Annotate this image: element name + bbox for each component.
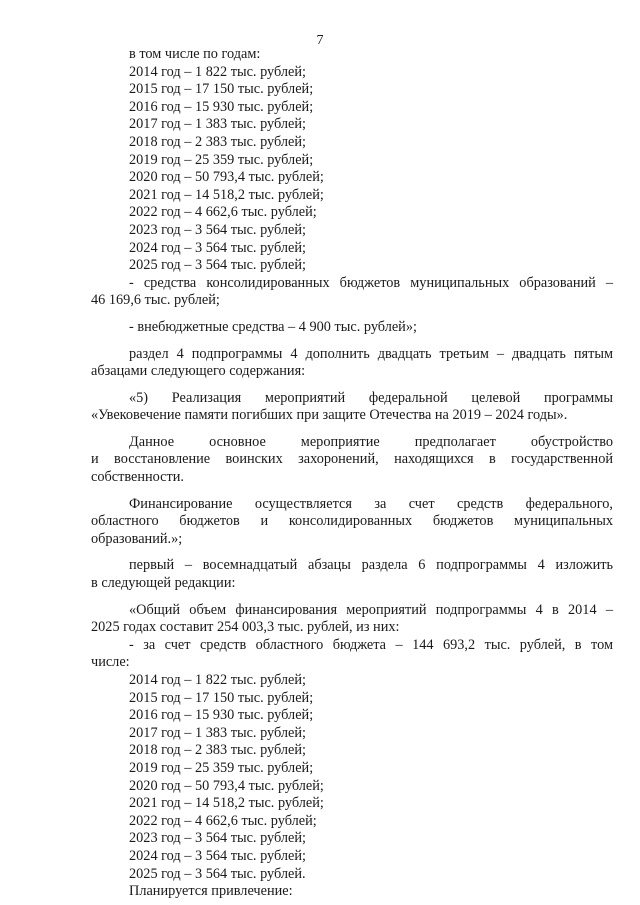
text-line: 2022 год – 4 662,6 тыс. рублей; [129, 204, 317, 221]
text-line: 2025 год – 3 564 тыс. рублей. [129, 865, 306, 882]
text-line: в том числе по годам: [129, 46, 261, 62]
text-line: 2016 год – 15 930 тыс. рублей; [129, 707, 314, 724]
text-line: 2024 год – 3 564 тыс. рублей; [129, 239, 307, 256]
text-line: числе: [91, 654, 130, 671]
text-line: 2023 год – 3 564 тыс. рублей; [129, 830, 307, 847]
document-body [91, 46, 613, 901]
text-line: 2021 год – 14 518,2 тыс. рублей; [129, 795, 324, 812]
text-line: собственности. [91, 469, 184, 486]
text-line: 2025 годах составит 254 003,3 тыс. рублей, из них: [91, 619, 400, 636]
text-line: Планируется привлечение: [129, 883, 293, 900]
text-line: 2014 год – 1 822 тыс. рублей; [129, 63, 307, 80]
page-number: 7 [316, 33, 324, 48]
text-line: областного бюджетов и консолидированных бюджетов муниципальных [91, 513, 613, 530]
text-line: в следующей редакции: [91, 575, 236, 592]
text-line: 2017 год – 1 383 тыс. рублей; [129, 116, 307, 133]
text-line: «5) Реализация мероприятий федеральной целевой программы [129, 389, 613, 406]
text-line: 2015 год – 17 150 тыс. рублей; [129, 81, 314, 98]
text-line: первый – восемнадцатый абзацы раздела 6 подпрограммы 4 изложить [129, 557, 613, 574]
text-line: 2019 год – 25 359 тыс. рублей; [129, 759, 314, 776]
text-line: образований.»; [91, 530, 183, 547]
text-line: 2021 год – 14 518,2 тыс. рублей; [129, 186, 324, 203]
text-line: 2016 год – 15 930 тыс. рублей; [129, 98, 314, 115]
text-line: 2020 год – 50 793,4 тыс. рублей; [129, 777, 324, 794]
text-line: абзацами следующего содержания: [91, 363, 306, 380]
text-line: и восстановление воинских захоронений, находящихся в государственной [91, 451, 613, 468]
text-line: 2020 год – 50 793,4 тыс. рублей; [129, 169, 324, 186]
text-line: - за счет средств областного бюджета – 144 693,2 тыс. рублей, в том [129, 636, 613, 653]
text-line: - средства консолидированных бюджетов муниципальных образований – [129, 274, 613, 291]
text-line: Финансирование осуществляется за счет средств федерального, [129, 495, 613, 512]
text-line: 2018 год – 2 383 тыс. рублей; [129, 133, 307, 150]
text-line: 2015 год – 17 150 тыс. рублей; [129, 689, 314, 706]
text-line: «Общий объем финансирования мероприятий подпрограммы 4 в 2014 – [129, 601, 613, 618]
text-line: 2014 год – 1 822 тыс. рублей; [129, 672, 307, 688]
text-line: 2019 год – 25 359 тыс. рублей; [129, 151, 314, 168]
text-line: Данное основное мероприятие предполагает обустройство [129, 433, 613, 450]
text-line: 2023 год – 3 564 тыс. рублей; [129, 221, 307, 238]
text-line: - внебюджетные средства – 4 900 тыс. рублей»; [129, 318, 417, 335]
text-line: 2024 год – 3 564 тыс. рублей; [129, 847, 307, 864]
text-line: раздел 4 подпрограммы 4 дополнить двадцать третьим – двадцать пятым [129, 345, 613, 362]
text-line: 46 169,6 тыс. рублей; [91, 292, 220, 309]
text-line: 2025 год – 3 564 тыс. рублей; [129, 257, 307, 274]
text-line: 2018 год – 2 383 тыс. рублей; [129, 742, 307, 759]
text-line: «Увековечение памяти погибших при защите Отечества на 2019 – 2024 годы». [91, 407, 568, 424]
text-line: 2022 год – 4 662,6 тыс. рублей; [129, 812, 317, 829]
text-line: 2017 год – 1 383 тыс. рублей; [129, 724, 307, 741]
